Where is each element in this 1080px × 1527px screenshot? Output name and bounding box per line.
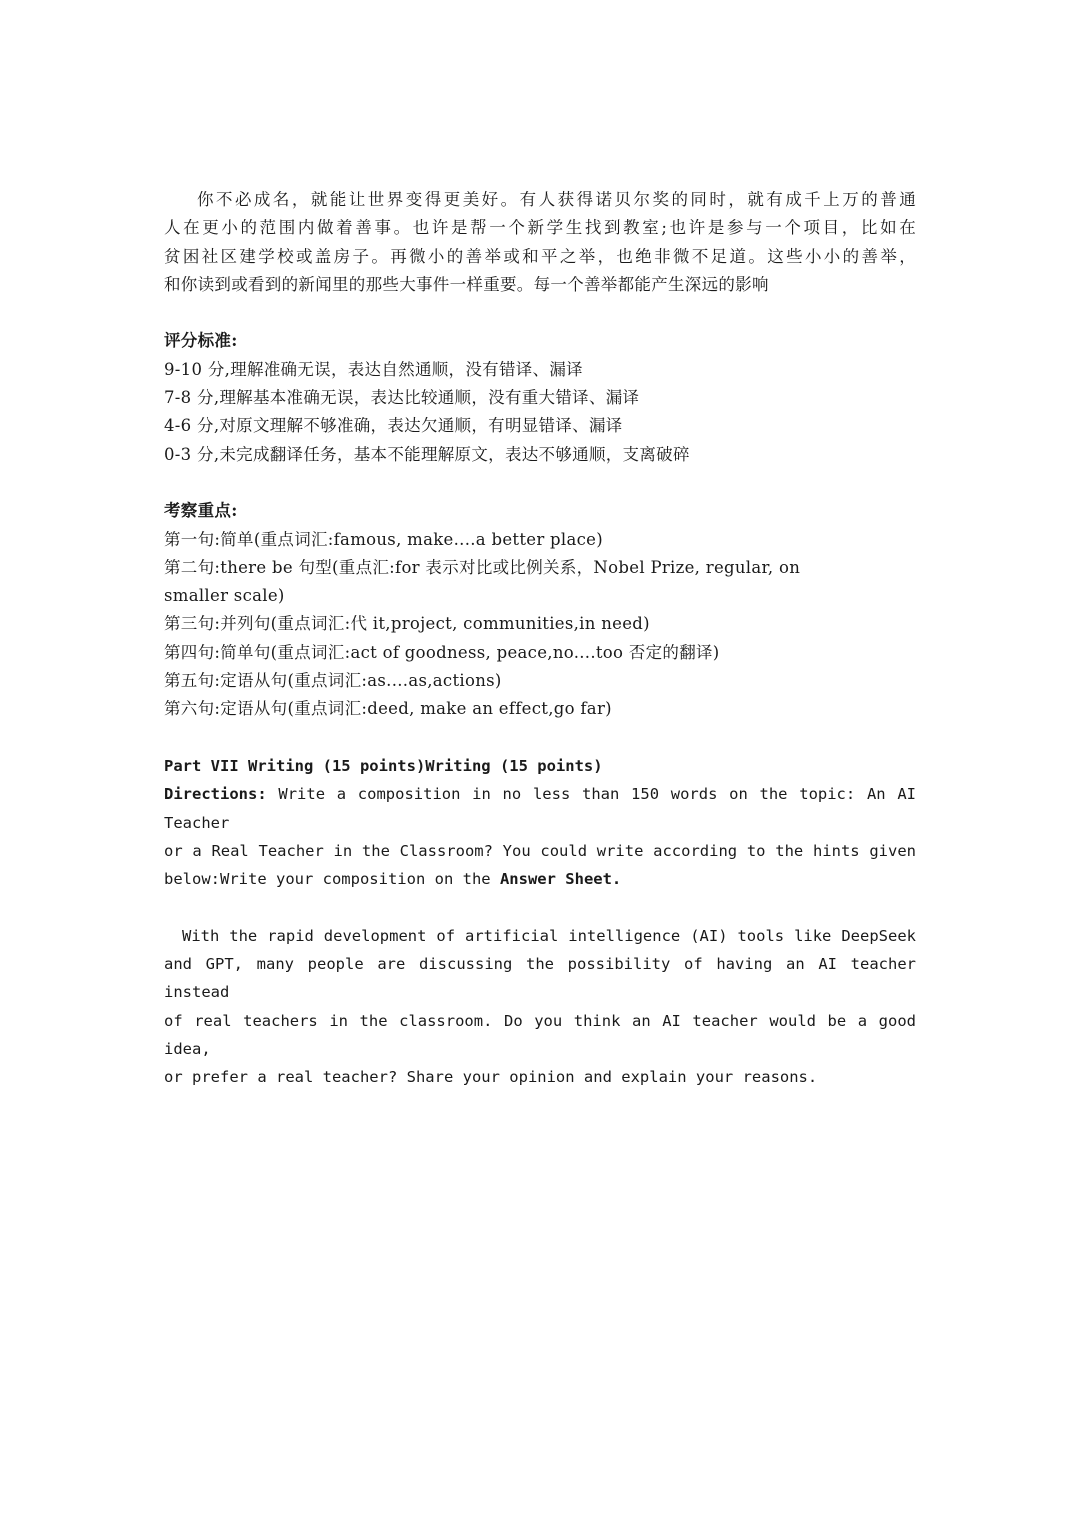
- focus-line: 第五句:定语从句(重点词汇:as....as,actions): [164, 671, 502, 691]
- answer-sheet-label: Answer Sheet.: [499, 870, 622, 889]
- scoring-heading: 评分标准:: [164, 331, 238, 351]
- focus-line: 第一句:简单(重点词汇:famous, make....a better place): [164, 529, 603, 549]
- focus-line: 第四句:简单句(重点词汇:act of goodness, peace,no....too 否定的翻译): [164, 642, 720, 662]
- spacer: [164, 299, 916, 327]
- scoring-item: 4-6 分,对原文理解不够准确，表达欠通顺，有明显错译、漏译: [164, 416, 623, 436]
- focus-line: 第二句:there be 句型(重点汇:for 表示对比或比例关系，Nobel Prize, regular, on: [164, 557, 801, 577]
- focus-line: 第三句:并列句(重点词汇:代 it,project, communities,in need): [164, 614, 650, 634]
- passage-line: 贫困社区建学校或盖房子。再微小的善举或和平之举，也绝非微不足道。这些小小的善举，: [164, 246, 916, 266]
- directions-text: below:Write your composition on the: [164, 870, 500, 889]
- focus-line: 第六句:定语从句(重点词汇:deed, make an effect,go far): [164, 699, 612, 719]
- focus-heading: 考察重点:: [164, 501, 238, 521]
- scoring-section: [164, 327, 916, 468]
- scoring-item: 0-3 分,未完成翻译任务，基本不能理解原文，表达不够通顺，支离破碎: [164, 444, 690, 464]
- passage-line: 人在更小的范围内做着善事。也许是帮一个新学生找到教室;也许是参与一个项目，比如在: [164, 218, 916, 238]
- spacer: [164, 724, 916, 752]
- scoring-item: 9-10 分,理解准确无误，表达自然通顺，没有错译、漏译: [164, 359, 583, 379]
- writing-section: [164, 752, 916, 1092]
- directions-text: Write a composition in no less than 150 words on the topic: An AI Teacher: [164, 785, 916, 832]
- writing-title: Part VII Writing (15 points)Writing (15 points): [164, 756, 603, 775]
- spacer: [164, 469, 916, 497]
- prompt-line: of real teachers in the classroom. Do you think an AI teacher would be a good idea,: [164, 1011, 916, 1058]
- prompt-line: or prefer a real teacher? Share your opinion and explain your reasons.: [164, 1068, 818, 1087]
- chinese-passage: [164, 186, 916, 299]
- passage-line: 和你读到或看到的新闻里的那些大事件一样重要。每一个善举都能产生深远的影响: [164, 274, 769, 294]
- directions-line: [164, 865, 916, 893]
- passage-line: 你不必成名，就能让世界变得更美好。有人获得诺贝尔奖的同时，就有成千上万的普通: [197, 190, 916, 209]
- spacer: [164, 893, 916, 921]
- directions-line: [164, 780, 916, 837]
- prompt-line: and GPT, many people are discussing the possibility of having an AI teacher instead: [164, 955, 916, 1002]
- focus-line: smaller scale): [164, 586, 285, 606]
- directions-line: or a Real Teacher in the Classroom? You could write according to the hints given: [164, 841, 916, 860]
- directions-label: Directions:: [164, 785, 267, 804]
- focus-section: [164, 497, 916, 723]
- prompt-line: With the rapid development of artificial intelligence (AI) tools like DeepSeek: [182, 926, 916, 945]
- scoring-item: 7-8 分,理解基本准确无误，表达比较通顺，没有重大错译、漏译: [164, 388, 640, 408]
- document-page: [164, 186, 916, 1092]
